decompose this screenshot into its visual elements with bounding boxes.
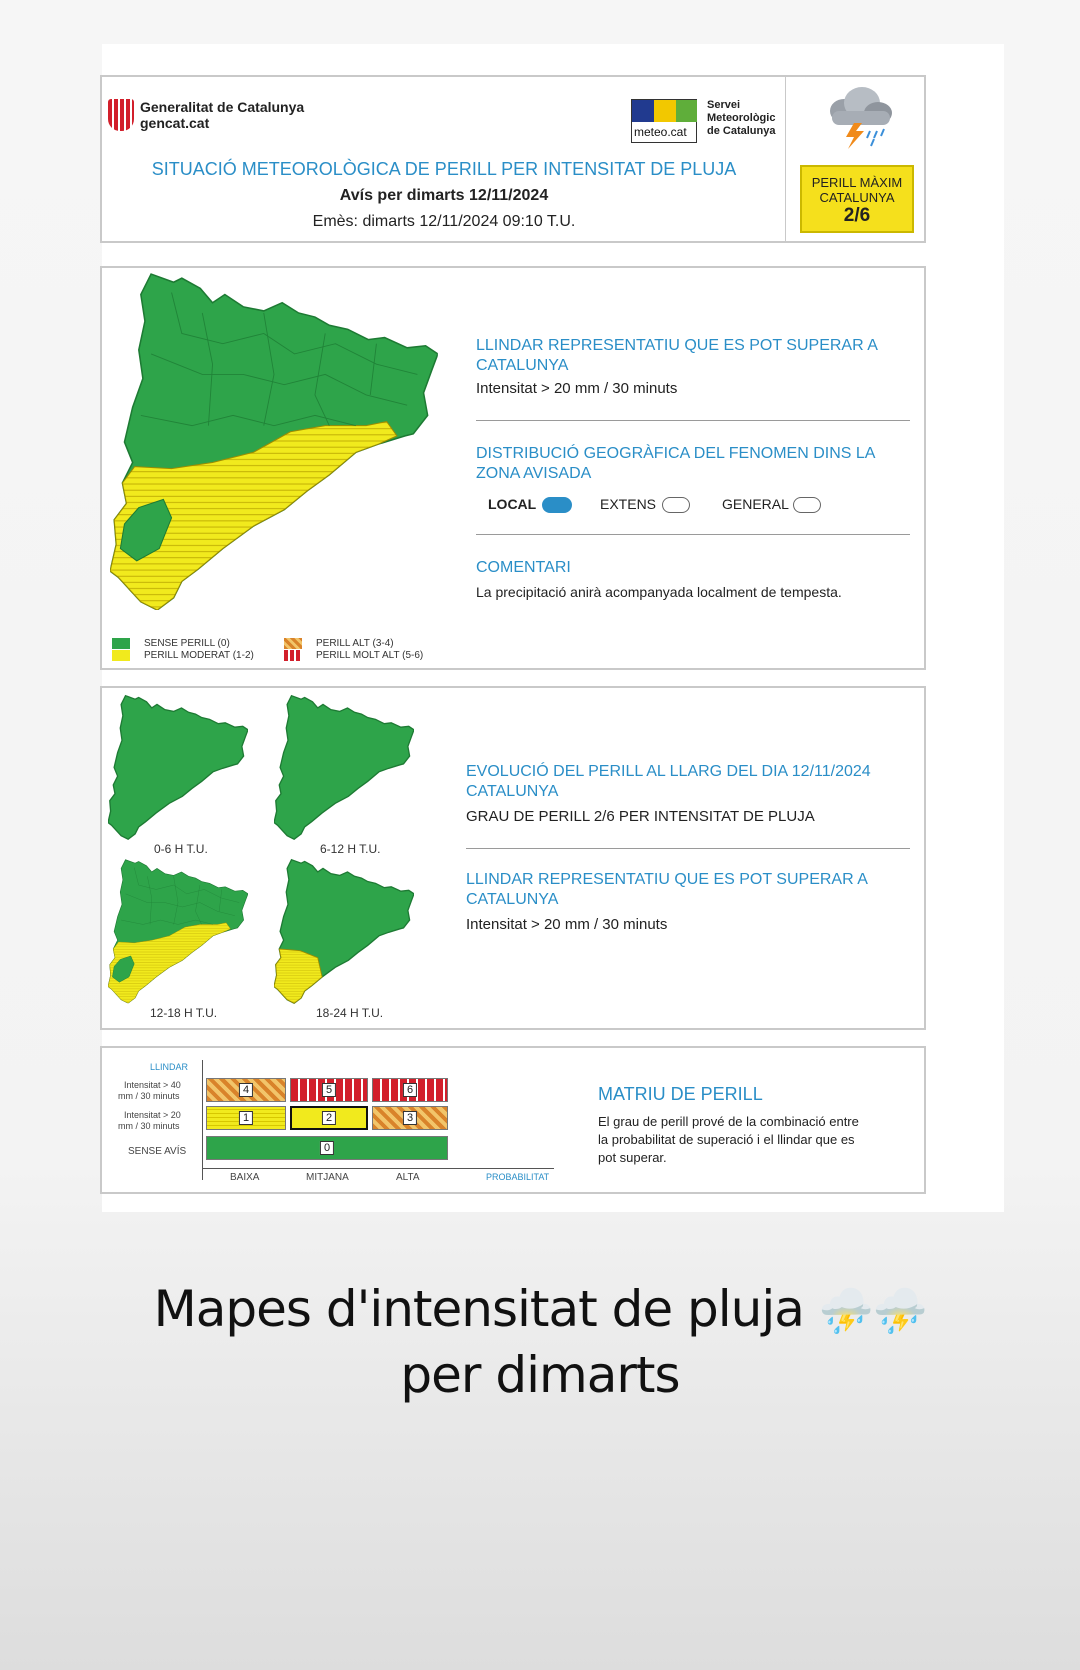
row2-l1: Intensitat > 20 bbox=[124, 1110, 181, 1120]
perill-value: 2/6 bbox=[843, 205, 871, 226]
cell-5-label: 5 bbox=[322, 1083, 336, 1097]
map-6-12 bbox=[274, 692, 414, 842]
legend-green-swatch bbox=[112, 638, 130, 649]
story-caption-line1 bbox=[0, 1280, 1080, 1338]
map-12-18 bbox=[108, 856, 248, 1006]
cell-6 bbox=[372, 1078, 448, 1102]
divider-1 bbox=[476, 420, 910, 421]
main-panel bbox=[100, 266, 926, 670]
map-caption-18-24: 18-24 H T.U. bbox=[316, 1006, 384, 1020]
evolution-llindar-value: Intensitat > 20 mm / 30 minuts bbox=[466, 916, 668, 933]
matriu-desc-l2: la probabilitat de superació i el llindar que es bbox=[598, 1132, 855, 1147]
cell-2 bbox=[290, 1106, 368, 1130]
matrix-y-axis bbox=[202, 1060, 203, 1180]
legend-yellow-swatch bbox=[112, 650, 130, 661]
story-line1-text: Mapes d'intensitat de pluja bbox=[153, 1280, 804, 1338]
servei-l2: Meteorològic bbox=[707, 112, 776, 124]
row1-l1: Intensitat > 40 bbox=[124, 1080, 181, 1090]
map-legend bbox=[112, 638, 452, 668]
toggle-local-on[interactable] bbox=[542, 497, 572, 513]
cell-6-label: 6 bbox=[403, 1083, 417, 1097]
legend-perill-molt-alt: PERILL MOLT ALT (5-6) bbox=[316, 650, 424, 661]
cell-2-label: 2 bbox=[322, 1111, 336, 1125]
prob-label: PROBABILITAT bbox=[486, 1172, 550, 1182]
meteo-logo-text: meteo.cat bbox=[634, 125, 687, 139]
option-extens[interactable] bbox=[600, 496, 690, 513]
avis-date: Avís per dimarts 12/11/2024 bbox=[339, 187, 549, 204]
storm-emoji-icon: ⛈️⛈️ bbox=[818, 1286, 927, 1337]
col-alta: ALTA bbox=[396, 1172, 420, 1183]
row1-l2: mm / 30 minuts bbox=[118, 1091, 180, 1101]
matriu-desc-l3: pot superar. bbox=[598, 1150, 667, 1165]
option-general-label: GENERAL bbox=[722, 496, 789, 512]
emes-date: Emès: dimarts 12/11/2024 09:10 T.U. bbox=[312, 213, 576, 230]
legend-red-swatch bbox=[284, 650, 302, 661]
generalitat-logo bbox=[108, 99, 134, 131]
col-baixa: BAIXA bbox=[230, 1172, 260, 1183]
llindar-value: Intensitat > 20 mm / 30 minuts bbox=[476, 380, 678, 397]
storm-cloud-icon bbox=[820, 85, 896, 151]
cell-4 bbox=[206, 1078, 286, 1102]
meteo-logo bbox=[631, 99, 697, 143]
warning-sheet bbox=[102, 44, 1004, 1212]
map-caption-0-6: 0-6 H T.U. bbox=[154, 842, 208, 856]
matriu-desc-l1: El grau de perill prové de la combinació entre bbox=[598, 1114, 859, 1129]
comentari-text: La precipitació anirà acompanyada localment de tempesta. bbox=[476, 584, 842, 600]
servei-l3: de Catalunya bbox=[707, 125, 776, 137]
perill-maxim-badge bbox=[800, 165, 914, 233]
map-0-6 bbox=[108, 692, 248, 842]
distribucio-heading: DISTRIBUCIÓ GEOGRÀFICA DEL FENOMEN DINS LA ZONA AVISADA bbox=[476, 445, 875, 482]
header-panel bbox=[100, 75, 926, 243]
llindar-heading: LLINDAR REPRESENTATIU QUE ES POT SUPERAR A CATALUNYA bbox=[476, 337, 877, 374]
cell-1 bbox=[206, 1106, 286, 1130]
legend-orange-swatch bbox=[284, 638, 302, 649]
toggle-extens-off[interactable] bbox=[662, 497, 690, 513]
matriu-title: MATRIU DE PERILL bbox=[598, 1084, 763, 1104]
cell-3-label: 3 bbox=[403, 1111, 417, 1125]
header-divider bbox=[785, 77, 786, 241]
col-mitjana: MITJANA bbox=[306, 1172, 349, 1183]
map-18-24 bbox=[274, 856, 414, 1006]
generalitat-name: Generalitat de Catalunya bbox=[140, 99, 305, 115]
row2-l2: mm / 30 minuts bbox=[118, 1121, 180, 1131]
legend-sense-perill: SENSE PERILL (0) bbox=[144, 638, 230, 649]
divider-3 bbox=[466, 848, 910, 849]
comentari-heading: COMENTARI bbox=[476, 559, 571, 576]
toggle-general-off[interactable] bbox=[793, 497, 821, 513]
row3-label: SENSE AVÍS bbox=[128, 1146, 187, 1157]
legend-perill-moderat: PERILL MODERAT (1-2) bbox=[144, 650, 254, 661]
map-caption-6-12: 6-12 H T.U. bbox=[320, 842, 381, 856]
evolution-panel bbox=[100, 686, 926, 1030]
story-caption-line2: per dimarts bbox=[400, 1346, 680, 1404]
matrix-panel bbox=[100, 1046, 926, 1194]
catalonia-map bbox=[108, 272, 440, 610]
option-extens-label: EXTENS bbox=[600, 496, 657, 512]
perill-l2: CATALUNYA bbox=[819, 190, 895, 205]
matrix-llindar-label: LLINDAR bbox=[150, 1062, 189, 1072]
option-local-label: LOCAL bbox=[488, 496, 537, 512]
servei-l1: Servei bbox=[707, 99, 741, 111]
option-general[interactable] bbox=[722, 496, 821, 513]
evolucio-heading: EVOLUCIÓ DEL PERILL AL LLARG DEL DIA 12/11/2024 CATALUNYA bbox=[466, 763, 871, 800]
evolution-llindar-heading: LLINDAR REPRESENTATIU QUE ES POT SUPERAR A CATALUNYA bbox=[466, 871, 867, 908]
matrix-x-axis bbox=[202, 1168, 554, 1169]
map-caption-12-18: 12-18 H T.U. bbox=[150, 1006, 218, 1020]
gencat-link[interactable]: gencat.cat bbox=[140, 115, 210, 131]
divider-2 bbox=[476, 534, 910, 535]
page-title: SITUACIÓ METEOROLÒGICA DE PERILL PER INTENSITAT DE PLUJA bbox=[151, 159, 737, 179]
cell-1-label: 1 bbox=[239, 1111, 253, 1125]
legend-perill-alt: PERILL ALT (3-4) bbox=[316, 638, 394, 649]
cell-4-label: 4 bbox=[239, 1083, 253, 1097]
grau-perill: GRAU DE PERILL 2/6 PER INTENSITAT DE PLUJA bbox=[466, 808, 815, 825]
cell-0-label: 0 bbox=[320, 1141, 334, 1155]
cell-0 bbox=[206, 1136, 448, 1160]
cell-3 bbox=[372, 1106, 448, 1130]
distribution-options bbox=[488, 496, 908, 516]
perill-l1: PERILL MÀXIM bbox=[811, 175, 903, 190]
option-local[interactable] bbox=[488, 496, 572, 513]
cell-5 bbox=[290, 1078, 368, 1102]
